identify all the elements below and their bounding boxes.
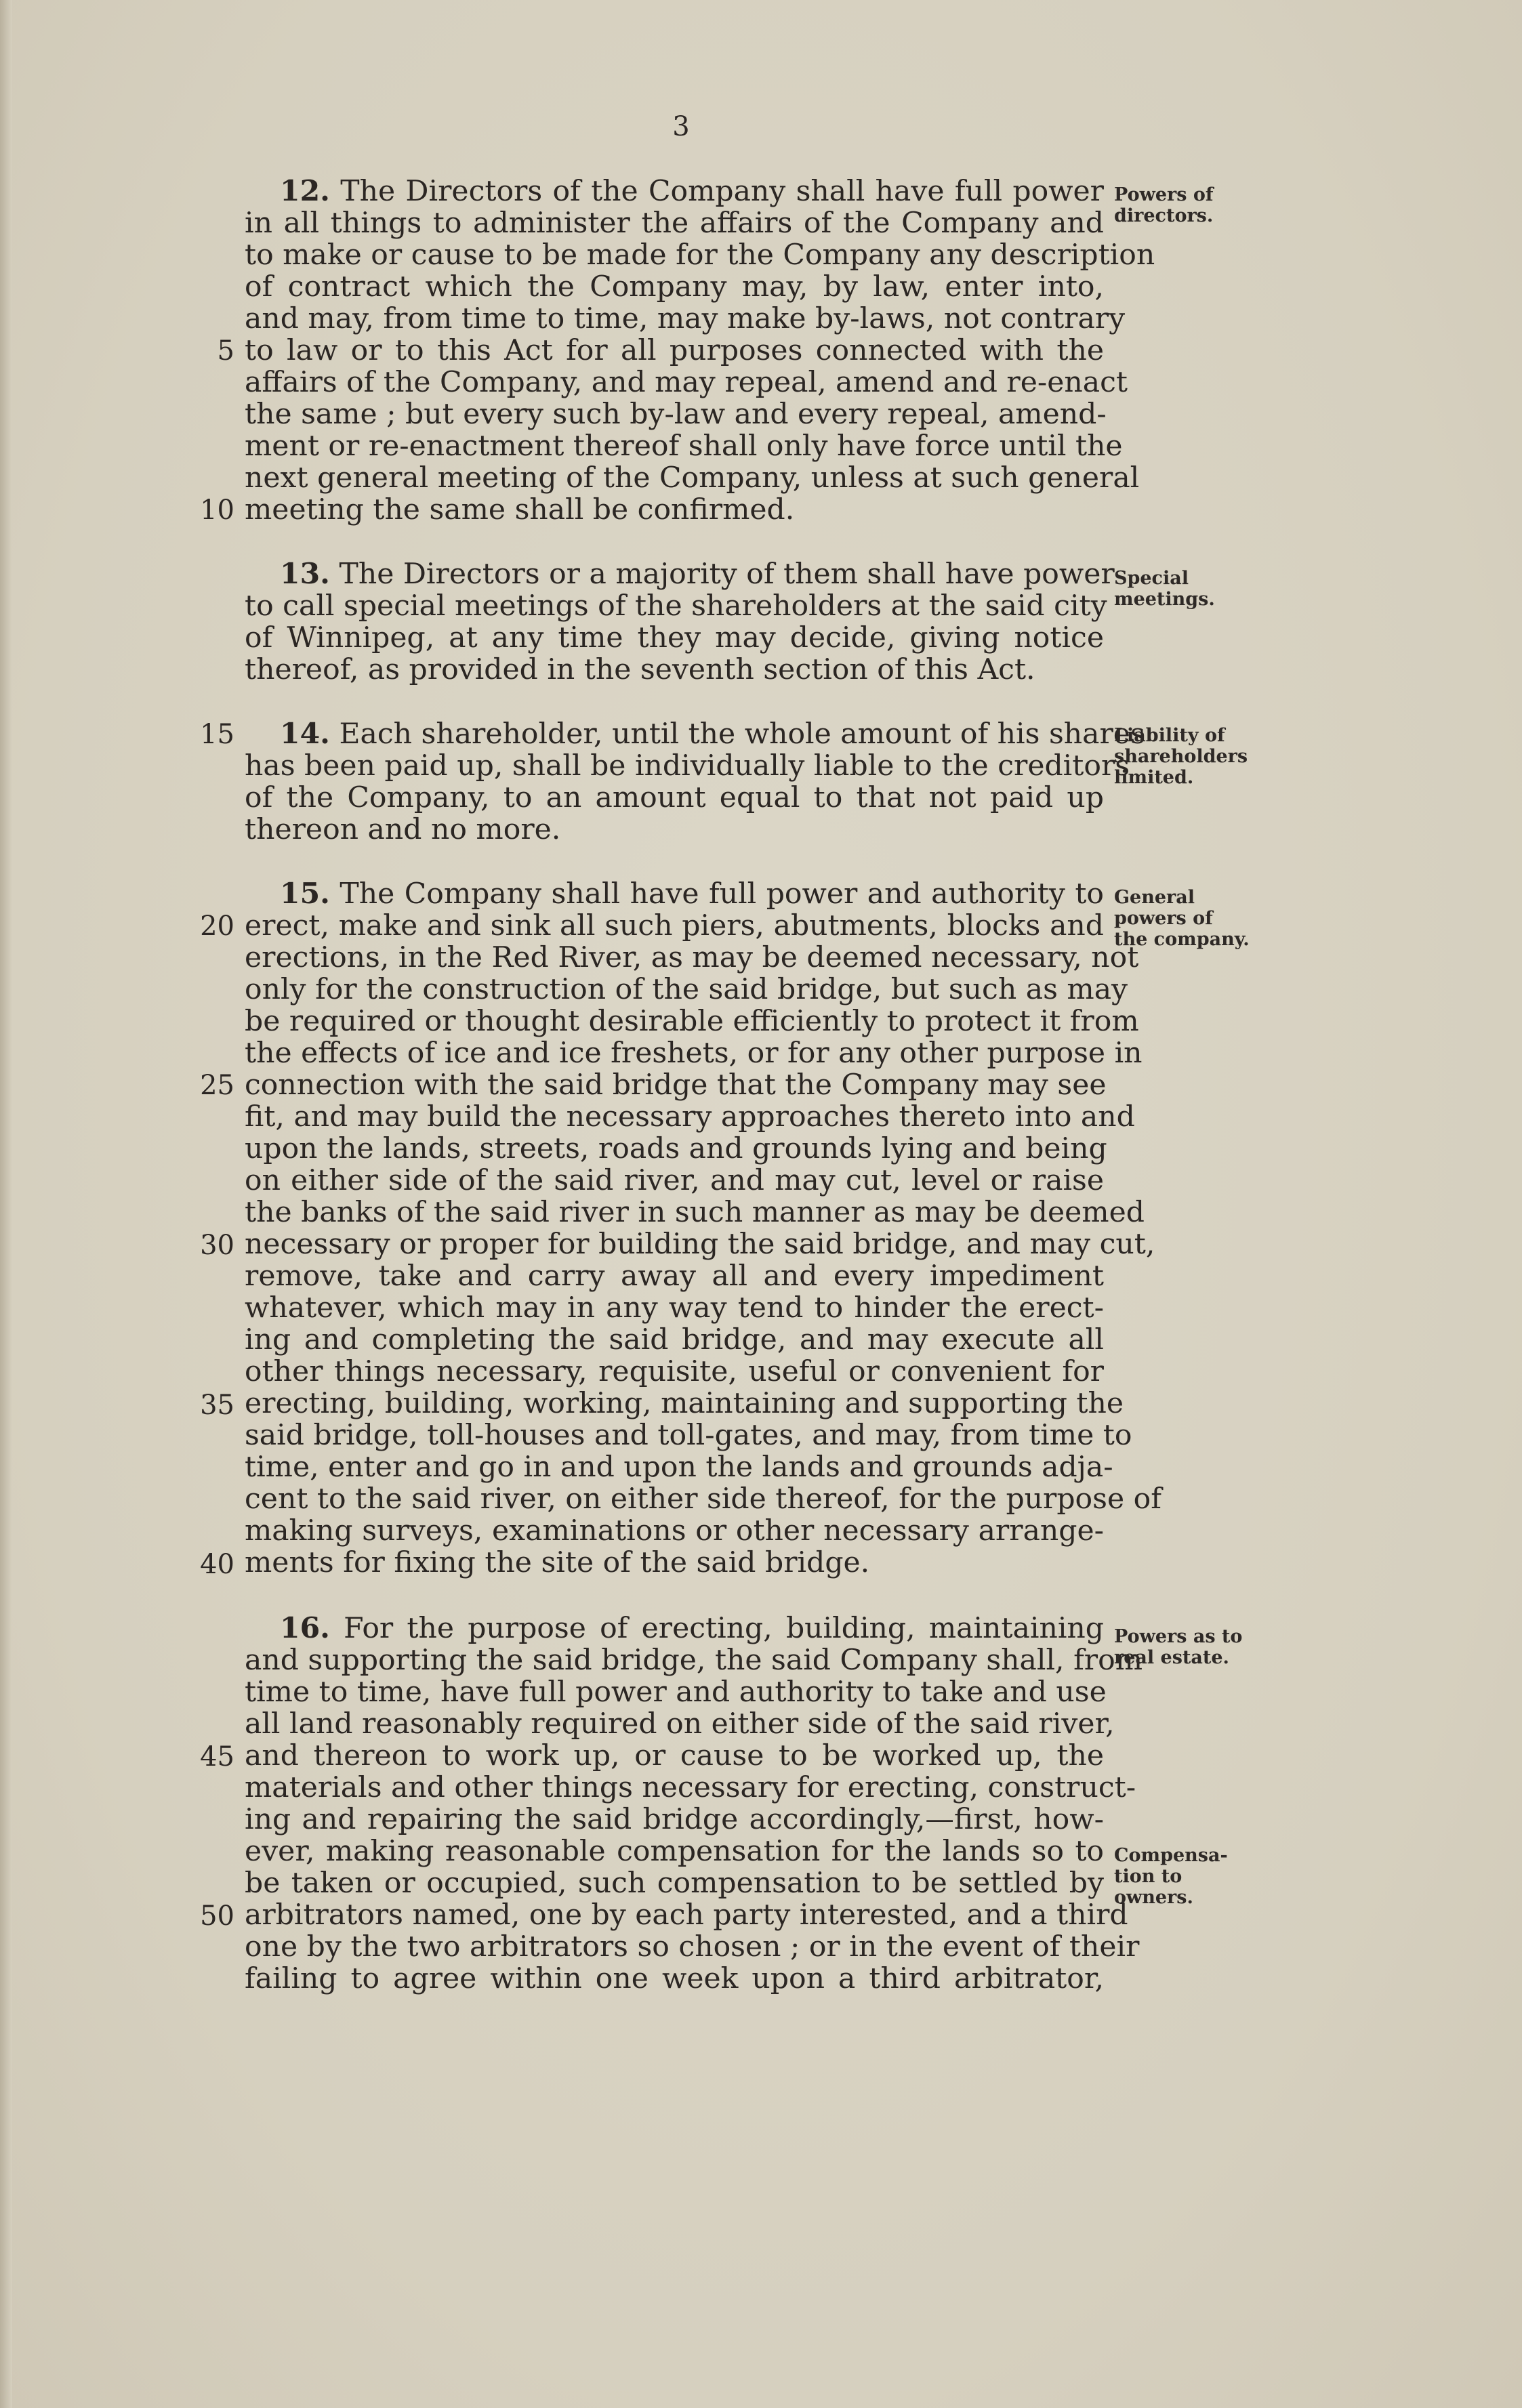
line-number: 10: [200, 495, 234, 526]
text-line: ever, making reasonable compensation for the lands so to: [245, 1835, 1104, 1868]
text-line: and supporting the said bridge, the said Company shall, from: [245, 1644, 1143, 1677]
text-line: ment or re-enactment thereof shall only have force until the: [245, 430, 1123, 463]
text-line: affairs of the Company, and may repeal, amend and re-enact: [245, 366, 1128, 399]
text-line: said bridge, toll-houses and toll-gates, and may, from time to: [245, 1419, 1132, 1452]
text-line: in all things to administer the affairs of the Company and: [245, 207, 1104, 240]
text-line: erecting, building, working, maintaining and supporting the: [245, 1387, 1124, 1420]
text-line: the banks of the said river in such manner as may be deemed: [245, 1196, 1145, 1229]
text-line: of the Company, to an amount equal to that not paid up: [245, 781, 1104, 814]
text-line: all land reasonably required on either side of the said river,: [245, 1707, 1115, 1741]
text-line: 15. The Company shall have full power and authority to: [280, 877, 1104, 911]
text-line: thereof, as provided in the seventh section of this Act.: [245, 653, 1035, 686]
text-line: be taken or occupied, such compensation to be settled by: [245, 1867, 1104, 1900]
text-line: of contract which the Company may, by law, enter into,: [245, 270, 1104, 304]
binding-edge: [0, 0, 12, 2408]
text-line: next general meeting of the Company, unless at such general: [245, 461, 1140, 495]
section-number: 13.: [280, 557, 330, 591]
line-number: 5: [217, 335, 234, 367]
text-line: erections, in the Red River, as may be deemed necessary, not: [245, 941, 1139, 974]
text-line: to make or cause to be made for the Company any description: [245, 238, 1155, 272]
text-line: upon the lands, streets, roads and grounds lying and being: [245, 1132, 1107, 1165]
text-line: be required or thought desirable efficiently to protect it from: [245, 1005, 1139, 1038]
line-number: 50: [200, 1901, 234, 1932]
text-line: 12. The Directors of the Company shall have full power: [280, 174, 1105, 208]
line-number: 35: [200, 1390, 234, 1421]
text-line: thereon and no more.: [245, 813, 561, 846]
text-line: has been paid up, shall be individually liable to the creditors: [245, 749, 1130, 783]
text-line: ing and repairing the said bridge accordingly,—first, how-: [245, 1803, 1104, 1836]
text-line: fit, and may build the necessary approaches thereto into and: [245, 1100, 1135, 1134]
text-line: time to time, have full power and authority to take and use: [245, 1676, 1107, 1709]
page-number: 3: [672, 111, 690, 142]
text-line: of Winnipeg, at any time they may decide, giving notice: [245, 621, 1104, 655]
text-line: time, enter and go in and upon the lands and grounds adja-: [245, 1451, 1113, 1484]
marginal-note-general-powers: General powers of the company.: [1114, 887, 1250, 950]
line-number: 45: [200, 1741, 234, 1772]
text-line: the same ; but every such by-law and every repeal, amend-: [245, 398, 1107, 431]
line-number: 40: [200, 1549, 234, 1580]
text-line: connection with the said bridge that the Company may see: [245, 1068, 1107, 1102]
line-number: 30: [200, 1230, 234, 1261]
text-line: remove, take and carry away all and every impediment: [245, 1260, 1104, 1293]
text-line: and may, from time to time, may make by-laws, not contrary: [245, 302, 1126, 335]
text-line: the effects of ice and ice freshets, or for any other purpose in: [245, 1037, 1143, 1070]
text-line: materials and other things necessary for erecting, construct-: [245, 1771, 1136, 1804]
text-line: and thereon to work up, or cause to be worked up, the: [245, 1739, 1104, 1772]
text-line: ing and completing the said bridge, and may execute all: [245, 1323, 1104, 1356]
text-line: one by the two arbitrators so chosen ; or in the event of their: [245, 1930, 1140, 1964]
marginal-note-powers-as-to-real-estate: Powers as to real estate.: [1114, 1626, 1243, 1668]
text-line: other things necessary, requisite, useful or convenient for: [245, 1355, 1104, 1388]
marginal-note-special-meetings: Special meetings.: [1114, 568, 1215, 610]
text-line: 13. The Directors or a majority of them shall have power: [280, 557, 1115, 591]
section-number: 14.: [280, 717, 330, 751]
text-line: necessary or proper for building the said bridge, and may cut,: [245, 1228, 1155, 1261]
text-line: whatever, which may in any way tend to hinder the erect-: [245, 1291, 1104, 1325]
section-number: 12.: [280, 174, 330, 208]
section-number: 16.: [280, 1611, 330, 1645]
text-line: cent to the said river, on either side thereof, for the purpose of: [245, 1482, 1161, 1516]
text-line: meeting the same shall be confirmed.: [245, 493, 795, 526]
marginal-note-liability-of-shareholders: Liability of shareholders limited.: [1114, 725, 1248, 788]
line-number: 20: [200, 911, 234, 942]
line-number: 25: [200, 1070, 234, 1101]
text-line: failing to agree within one week upon a third arbitrator,: [245, 1962, 1104, 1995]
text-line: erect, make and sink all such piers, abutments, blocks and: [245, 909, 1104, 942]
text-line: 16. For the purpose of erecting, building, maintaining: [280, 1611, 1104, 1645]
text-line: to call special meetings of the shareholders at the said city: [245, 589, 1107, 623]
text-line: only for the construction of the said bridge, but such as may: [245, 973, 1128, 1006]
text-line: arbitrators named, one by each party interested, and a third: [245, 1898, 1128, 1932]
text-line: making surveys, examinations or other necessary arrange-: [245, 1514, 1104, 1548]
line-number: 15: [200, 719, 234, 750]
marginal-note-powers-of-directors: Powers of directors.: [1114, 184, 1214, 226]
text-line: to law or to this Act for all purposes connected with the: [245, 334, 1104, 367]
text-line: ments for fixing the site of the said bridge.: [245, 1546, 870, 1579]
section-number: 15.: [280, 877, 330, 911]
marginal-note-compensation-to-owners: Compensa- tion to owners.: [1114, 1845, 1228, 1908]
text-line: on either side of the said river, and may cut, level or raise: [245, 1164, 1104, 1197]
text-line: 14. Each shareholder, until the whole amount of his shares: [280, 717, 1145, 751]
